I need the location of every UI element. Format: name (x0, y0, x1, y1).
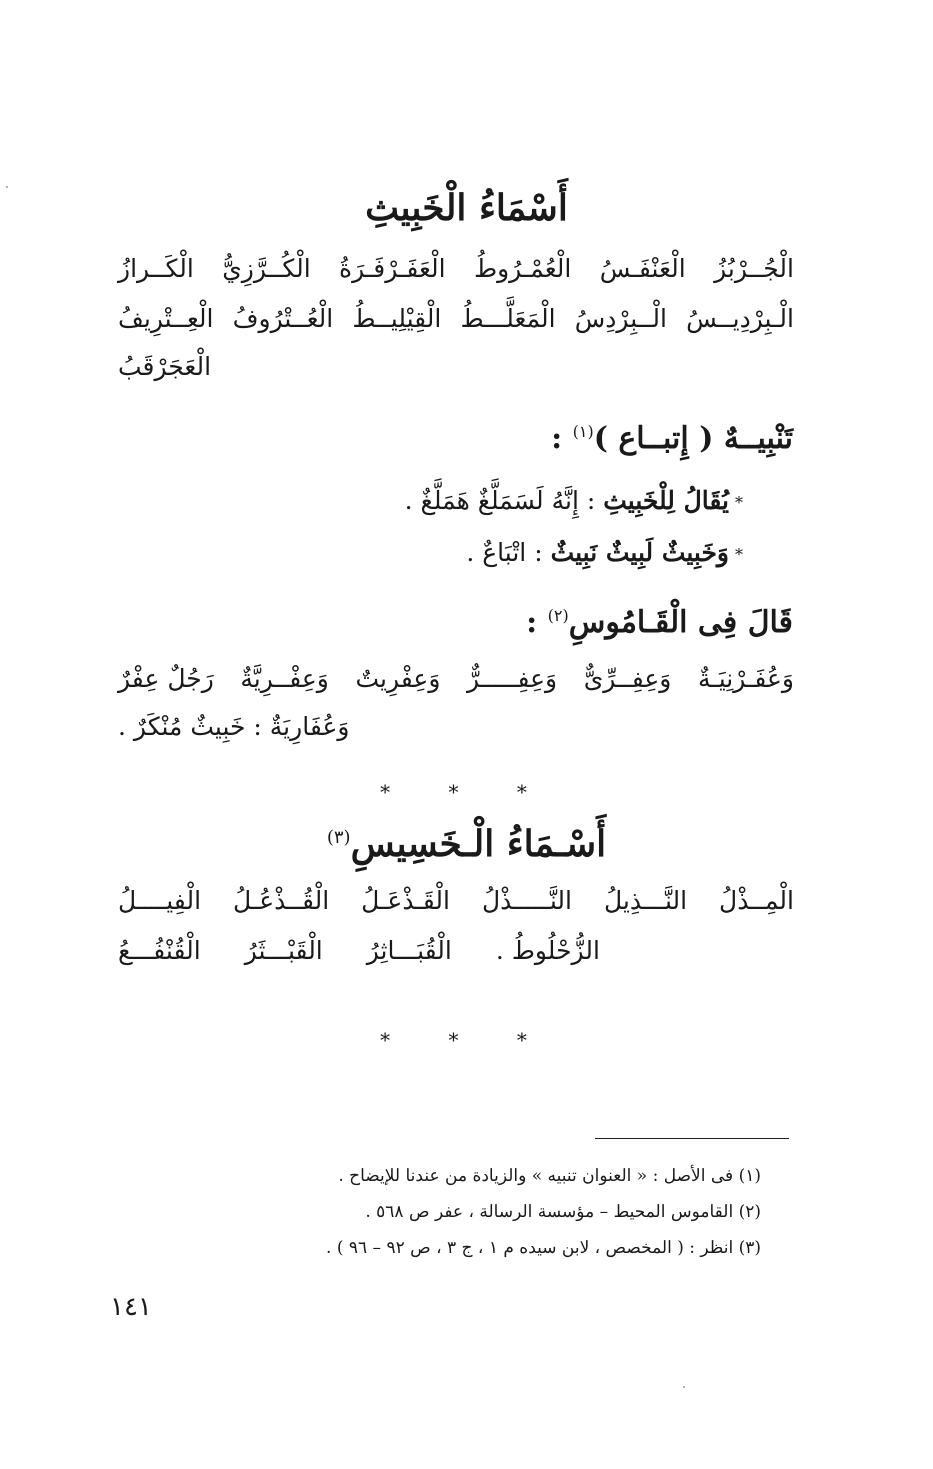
note-heading-text: تَنْبِيــهٌ ( إِتبــاع ) (593, 421, 793, 456)
section-divider: * * * (380, 1028, 553, 1052)
list-item: الْعُمْـرُوطُ (473, 254, 572, 283)
qamus-heading-text: قَالَ فِى الْقَـامُوسِ (568, 605, 793, 640)
bullet-rest-text: : اتْبَاعٌ . (466, 538, 551, 567)
list-item: وَعِفْــرِيَّةٌ (240, 664, 329, 693)
word-list-line-5 (118, 938, 794, 963)
list-item: الْعُــتْرُوفُ (232, 304, 334, 333)
list-item: الْقِيْلِيــطُ (352, 304, 442, 333)
note-bullet-1 (405, 488, 743, 513)
note-heading-colon: : (551, 421, 563, 456)
word-list-line-1 (118, 256, 794, 281)
note-bullet-2 (466, 540, 743, 565)
section-divider: * * * (380, 780, 553, 804)
footnote-ref-1: (١) (572, 422, 594, 441)
list-item: الْمِــذْلُ (719, 886, 794, 915)
list-item: وَعِفِــرِّىٌّ (583, 664, 672, 693)
bullet-bold-text: وَخَبِيثٌ لَبِيثٌ نَبِيثٌ (550, 538, 729, 567)
qamus-line-1 (118, 666, 794, 691)
list-item: الْقَـذْعَـلُ (361, 886, 450, 915)
list-item: الْجُــرْبُزُ (714, 254, 794, 283)
scan-speck (683, 1386, 685, 1388)
footnote-1: (١) فى الأصل : « العنوان تنبيه » والزيادة من عندنا للإيضاح . (338, 1166, 761, 1186)
list-item: الْـبِرْدِيــسُ (686, 304, 794, 333)
list-item: الزُّحْلُوطُ . (495, 936, 600, 965)
section-title-khabith: أَسْمَاءُ الْخَبِيثِ (365, 187, 568, 229)
list-item: الْكَــرازُ (118, 254, 194, 283)
qamus-line-2 (118, 714, 794, 739)
list-item: النَّـــذِيلُ (603, 886, 688, 915)
word-list-line-4 (118, 888, 794, 913)
list-item: الْكُــرَّزِيُّ (222, 254, 311, 283)
list-item: الْفِيــــلُ (118, 886, 202, 915)
page-number: ١٤١ (110, 1292, 152, 1322)
list-item: الْقُبَـــاثِرُ (366, 936, 452, 965)
list-item: وَعِفْرِيتٌ (355, 664, 441, 693)
word-list-line-2 (118, 306, 794, 331)
list-item: الْــبِرْدِسُ (574, 304, 667, 333)
footnote-divider (595, 1138, 789, 1139)
bullet-rest-text: : إِنَّهُ لَسَمَلَّغٌ هَمَلَّغٌ . (404, 486, 604, 515)
qamus-heading (526, 605, 793, 640)
qamus-heading-colon: : (526, 605, 538, 640)
footnote-ref-3: (٣) (326, 827, 351, 848)
bullet-asterisk-icon: * (735, 492, 743, 512)
section-title-khasis (0, 823, 933, 865)
qamus-definition: وَعُفَارِيَةٌ : خَبِيثٌ مُنْكَرٌ . (118, 712, 350, 741)
list-item: النَّـــــذْلُ (481, 886, 572, 915)
list-item: الْعَجَرْقَبُ (118, 352, 212, 381)
list-item: الْقَبْـــثَرُ (244, 936, 323, 965)
note-heading (551, 421, 793, 456)
scan-speck (6, 186, 8, 188)
list-item: الْعَنْفَـسُ (599, 254, 686, 283)
list-item: الْعِــتْرِيفُ (118, 304, 214, 333)
bullet-asterisk-icon: * (735, 544, 743, 564)
list-item: الْقُــذْعُـلُ (233, 886, 330, 915)
list-item: الْمَعَلَّـــطُ (460, 304, 556, 333)
footnote-3: (٣) انظر : ( المخصص ، لابن سيده م ١ ، ج ٣ ، ص ٩٢ – ٩٦ ) . (326, 1238, 761, 1258)
section-title-khasis-text: أَسْـمَاءُ الْـخَسِيسِ (350, 823, 607, 865)
list-item: وَعُفَـرْنِيَـةٌ (698, 664, 794, 693)
footnote-ref-2: (٢) (547, 606, 569, 625)
bullet-bold-text: يُقَالُ لِلْخَبِيثِ (603, 486, 729, 515)
word-list-line-3 (118, 354, 794, 379)
footnote-2: (٢) القاموس المحيط – مؤسسة الرسالة ، عفر ص ٥٦٨ . (365, 1202, 761, 1222)
list-item: وَعِفِـــــرٌّ (467, 664, 558, 693)
list-item: الْقُنْفُـــعُ (118, 936, 201, 965)
list-item: رَجُلٌ عِفْرٌ (118, 664, 214, 693)
list-item: الْعَفَـرْفَـرَةُ (339, 254, 446, 283)
